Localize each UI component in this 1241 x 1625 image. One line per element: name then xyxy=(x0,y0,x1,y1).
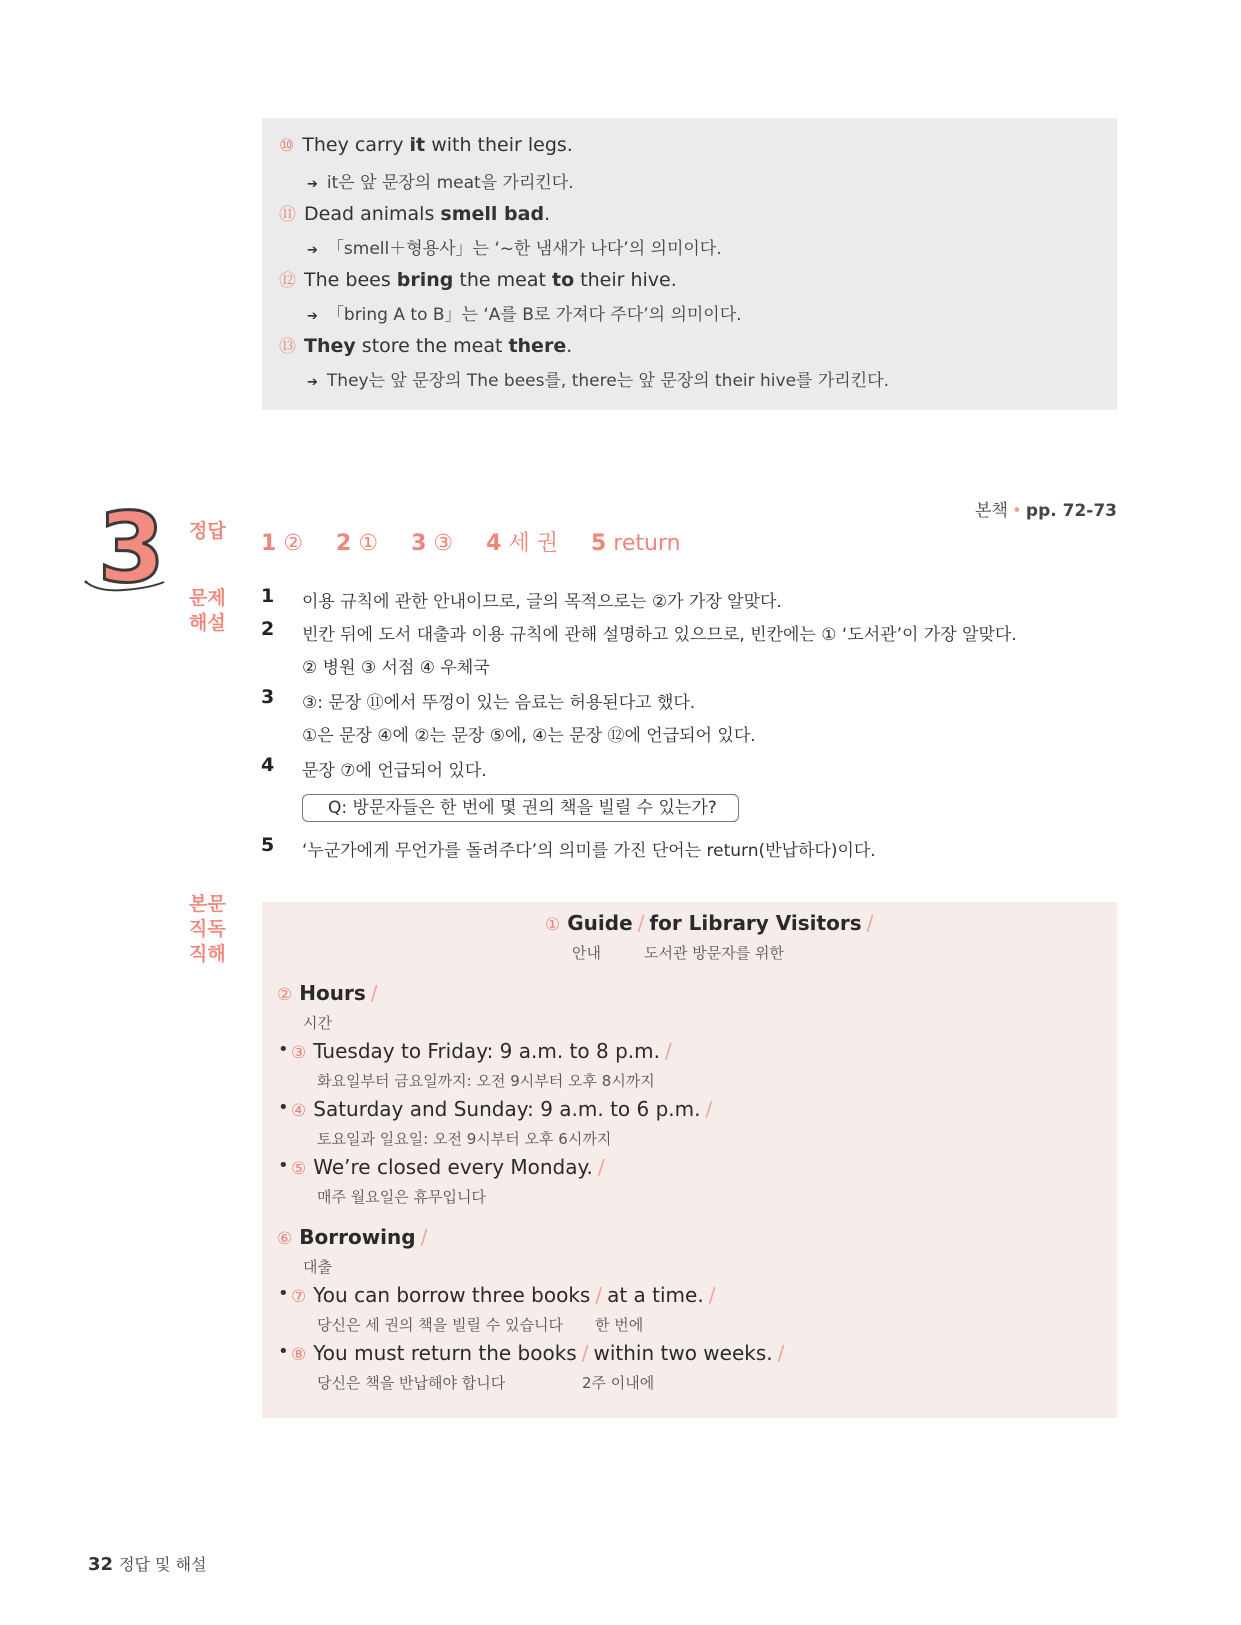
explanation-text: 이용 규칙에 관한 안내이므로, 글의 목적으로는 ②가 가장 알맞다. xyxy=(302,592,782,612)
example-note: ➔ They는 앞 문장의 The bees를, there는 앞 문장의 their hive를 가리킨다. xyxy=(307,371,889,391)
arrow-right-icon: ➔ xyxy=(307,309,318,324)
explanation-text: 빈칸 뒤에 도서 대출과 이용 규칙에 관해 설명하고 있으므로, 빈칸에는 ① ‘도서관’이 가장 알맞다. xyxy=(302,625,1017,645)
example-sentence: ⑩ They carry it with their legs. xyxy=(279,134,573,156)
footer-title: 정답 및 해설 xyxy=(119,1555,207,1574)
example-note: ➔ 「smell＋형용사」는 ‘~한 냄새가 나다’의 의미이다. xyxy=(307,239,722,259)
reading-label-1: 본문 xyxy=(189,893,226,915)
example-sentence: ⑫ The bees bring the meat to their hive. xyxy=(279,269,677,291)
reading-translation: 한 번에 xyxy=(595,1316,644,1334)
explanation-number: 1 xyxy=(261,585,275,607)
example-note: ➔ 「bring A to B」는 ‘A를 B로 가져다 주다’의 의미이다. xyxy=(307,305,742,325)
explanation-label-2: 해설 xyxy=(189,612,226,634)
explanation-text: ③: 문장 ⑪에서 뚜껑이 있는 음료는 허용된다고 했다. xyxy=(302,693,696,713)
reading-translation: 안내 xyxy=(572,944,601,962)
reading-translation: 토요일과 일요일: 오전 9시부터 오후 6시까지 xyxy=(317,1130,612,1148)
reading-title: ① Guide / for Library Visitors / xyxy=(545,911,874,935)
reading-translation: 2주 이내에 xyxy=(582,1374,655,1392)
reading-sentence: ⑧ You must return the books / within two weeks. / xyxy=(291,1341,785,1365)
answer-item: 4 세 권 xyxy=(486,531,558,556)
reading-translation: 당신은 책을 반납해야 합니다 xyxy=(317,1374,506,1392)
bullet-icon: • xyxy=(278,1155,289,1176)
reading-translation: 당신은 세 권의 책을 빌릴 수 있습니다 xyxy=(317,1316,563,1334)
reading-translation: 화요일부터 금요일까지: 오전 9시부터 오후 8시까지 xyxy=(317,1072,655,1090)
example-note: ➔ it은 앞 문장의 meat을 가리킨다. xyxy=(307,173,574,193)
bullet-icon: • xyxy=(278,1341,289,1362)
page-reference: 본책 • pp. 72-73 xyxy=(975,501,1117,521)
answer-list xyxy=(261,526,707,557)
explanation-label-1: 문제 xyxy=(189,587,226,609)
bullet-icon: • xyxy=(278,1039,289,1060)
answer-item: 5 return xyxy=(590,531,681,556)
arrow-right-icon: ➔ xyxy=(307,177,318,192)
explanation-text: ‘누군가에게 무언가를 돌려주다’의 의미를 가진 단어는 return(반납하다)이다. xyxy=(302,841,876,861)
reading-label-2: 직독 xyxy=(189,918,226,940)
page-number: 32 xyxy=(88,1554,114,1575)
answer-item: 1 ② xyxy=(261,531,304,556)
page-footer xyxy=(88,1552,207,1575)
reading-translation: 시간 xyxy=(303,1014,332,1032)
arrow-right-icon: ➔ xyxy=(307,375,318,390)
reading-translation: 매주 월요일은 휴무입니다 xyxy=(317,1188,486,1206)
explanation-number: 2 xyxy=(261,618,275,640)
arrow-right-icon: ➔ xyxy=(307,243,318,258)
bullet-icon: • xyxy=(278,1283,289,1304)
reading-translation: 도서관 방문자를 위한 xyxy=(644,944,784,962)
explanation-text: ①은 문장 ④에 ②는 문장 ⑤에, ④는 문장 ⑫에 언급되어 있다. xyxy=(302,726,756,746)
explanation-text: 문장 ⑦에 언급되어 있다. xyxy=(302,761,487,781)
question-box: Q: 방문자들은 한 번에 몇 권의 책을 빌릴 수 있는가? xyxy=(302,794,739,822)
explanation-number: 5 xyxy=(261,834,275,856)
bullet-icon: • xyxy=(278,1097,289,1118)
example-sentence: ⑪ Dead animals smell bad. xyxy=(279,203,551,225)
reading-sentence: ③ Tuesday to Friday: 9 a.m. to 8 p.m. / xyxy=(291,1039,672,1063)
answer-label: 정답 xyxy=(189,520,226,542)
reading-label-3: 직해 xyxy=(189,943,226,965)
reading-heading-hours: ② Hours / xyxy=(277,981,378,1005)
underline-swoosh-icon xyxy=(84,578,166,594)
answer-item: 2 ① xyxy=(336,531,379,556)
reading-sentence: ⑦ You can borrow three books / at a time. / xyxy=(291,1283,716,1307)
answer-item: 3 ③ xyxy=(411,531,454,556)
explanation-text: ② 병원 ③ 서점 ④ 우체국 xyxy=(302,658,490,678)
section-number: 3 xyxy=(98,492,165,604)
explanation-number: 3 xyxy=(261,686,275,708)
reading-sentence: ④ Saturday and Sunday: 9 a.m. to 6 p.m. / xyxy=(291,1097,713,1121)
explanation-number: 4 xyxy=(261,754,275,776)
reading-translation: 대출 xyxy=(303,1258,332,1276)
reading-sentence: ⑤ We’re closed every Monday. / xyxy=(291,1155,605,1179)
example-sentence: ⑬ They store the meat there. xyxy=(279,335,573,357)
reading-heading-borrowing: ⑥ Borrowing / xyxy=(277,1225,428,1249)
